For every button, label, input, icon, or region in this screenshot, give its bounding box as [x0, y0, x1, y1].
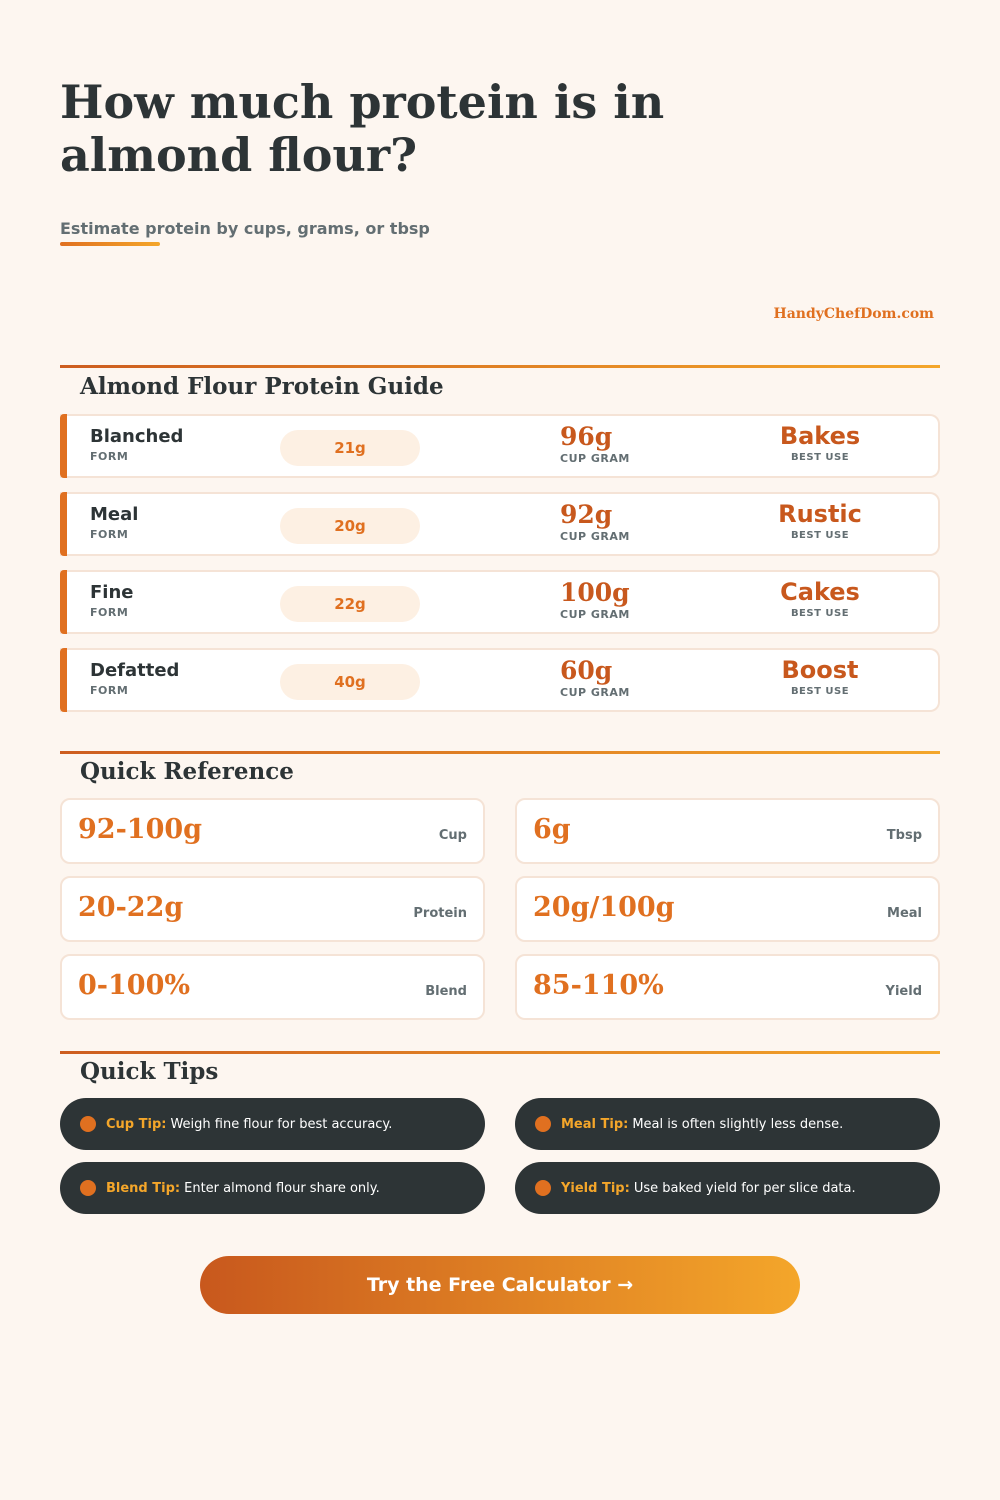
best-use-label: BEST USE: [790, 608, 850, 619]
tip-text: Meal is often slightly less dense.: [632, 1116, 844, 1132]
form-label: FORM: [90, 450, 129, 463]
form-name: Blanched: [90, 426, 184, 447]
best-use-cell: [760, 578, 880, 619]
best-use-cell: [760, 656, 880, 697]
tip-text: Use baked yield for per slice data.: [633, 1180, 856, 1196]
best-use-value: Cakes: [780, 578, 860, 606]
best-use-label: BEST USE: [790, 452, 850, 463]
reference-label: Protein: [413, 906, 467, 921]
tip-text: Enter almond flour share only.: [184, 1180, 380, 1196]
reference-card-blend: [60, 954, 485, 1020]
tip-blend: [60, 1162, 485, 1214]
section-divider: [60, 365, 940, 368]
cup-gram-value: 100g: [560, 578, 630, 607]
reference-label: Cup: [438, 828, 467, 843]
reference-title: Quick Reference: [80, 758, 294, 785]
tip-key: Yield Tip:: [561, 1180, 630, 1196]
reference-card-meal: [515, 876, 940, 942]
guide-row-meal: [60, 492, 940, 556]
best-use-label: BEST USE: [790, 530, 850, 541]
form-label: FORM: [90, 528, 129, 541]
page-subtitle: Estimate protein by cups, grams, or tbsp: [60, 219, 430, 238]
form-name: Meal: [90, 504, 139, 525]
best-use-cell: [760, 500, 880, 541]
protein-badge: 20g: [280, 508, 420, 544]
cup-cell: [560, 656, 630, 699]
protein-guide-list: [60, 414, 940, 726]
cup-cell: [560, 578, 630, 621]
protein-badge: 21g: [280, 430, 420, 466]
cup-gram-value: 96g: [560, 422, 613, 451]
brand-name: HandyChefDom.com: [773, 306, 934, 322]
section-divider: [60, 751, 940, 754]
best-use-label: BEST USE: [790, 686, 850, 697]
reference-value: 20g/100g: [533, 892, 675, 923]
tip-key: Cup Tip:: [106, 1116, 167, 1132]
cup-gram-label: CUP GRAM: [560, 608, 630, 621]
form-cell: [90, 582, 134, 619]
reference-value: 92-100g: [78, 814, 203, 845]
cup-gram-label: CUP GRAM: [560, 530, 630, 543]
form-name: Fine: [90, 582, 134, 603]
guide-row-fine: [60, 570, 940, 634]
cup-gram-label: CUP GRAM: [560, 452, 630, 465]
guide-title: Almond Flour Protein Guide: [80, 373, 444, 400]
bullet-dot-icon: [535, 1116, 551, 1132]
best-use-value: Boost: [781, 656, 859, 684]
reference-label: Tbsp: [886, 828, 922, 843]
tips-title: Quick Tips: [80, 1058, 219, 1085]
protein-badge: 22g: [280, 586, 420, 622]
cup-gram-value: 92g: [560, 500, 613, 529]
form-label: FORM: [90, 684, 129, 697]
form-cell: [90, 660, 179, 697]
reference-label: Yield: [885, 984, 922, 999]
form-cell: [90, 426, 183, 463]
reference-card-yield: [515, 954, 940, 1020]
reference-card-tbsp: [515, 798, 940, 864]
form-name: Defatted: [90, 660, 180, 681]
bullet-dot-icon: [80, 1116, 96, 1132]
cup-gram-label: CUP GRAM: [560, 686, 630, 699]
try-calculator-button[interactable]: Try the Free Calculator →: [200, 1256, 800, 1314]
best-use-value: Bakes: [779, 422, 861, 450]
reference-value: 6g: [533, 814, 571, 845]
guide-row-blanched: [60, 414, 940, 478]
guide-row-defatted: [60, 648, 940, 712]
protein-badge: 40g: [280, 664, 420, 700]
reference-label: Meal: [887, 906, 922, 921]
tip-text: Weigh fine flour for best accuracy.: [170, 1116, 393, 1132]
best-use-cell: [760, 422, 880, 463]
cup-cell: [560, 500, 630, 543]
reference-value: 20-22g: [78, 892, 184, 923]
tip-yield: [515, 1162, 940, 1214]
form-cell: [90, 504, 138, 541]
section-divider: [60, 1051, 940, 1054]
bullet-dot-icon: [80, 1180, 96, 1196]
tip-meal: [515, 1098, 940, 1150]
reference-value: 85-110%: [533, 970, 664, 1001]
page-title: How much protein is in almond flour?: [60, 75, 665, 182]
form-label: FORM: [90, 606, 129, 619]
best-use-value: Rustic: [778, 500, 862, 528]
reference-card-cup: [60, 798, 485, 864]
cup-cell: [560, 422, 630, 465]
tip-cup: [60, 1098, 485, 1150]
reference-card-protein: [60, 876, 485, 942]
cup-gram-value: 60g: [560, 656, 613, 685]
bullet-dot-icon: [535, 1180, 551, 1196]
reference-value: 0-100%: [78, 970, 191, 1001]
tip-key: Blend Tip:: [106, 1180, 181, 1196]
reference-label: Blend: [425, 984, 467, 999]
subtitle-underline: [60, 242, 160, 246]
tip-key: Meal Tip:: [561, 1116, 629, 1132]
